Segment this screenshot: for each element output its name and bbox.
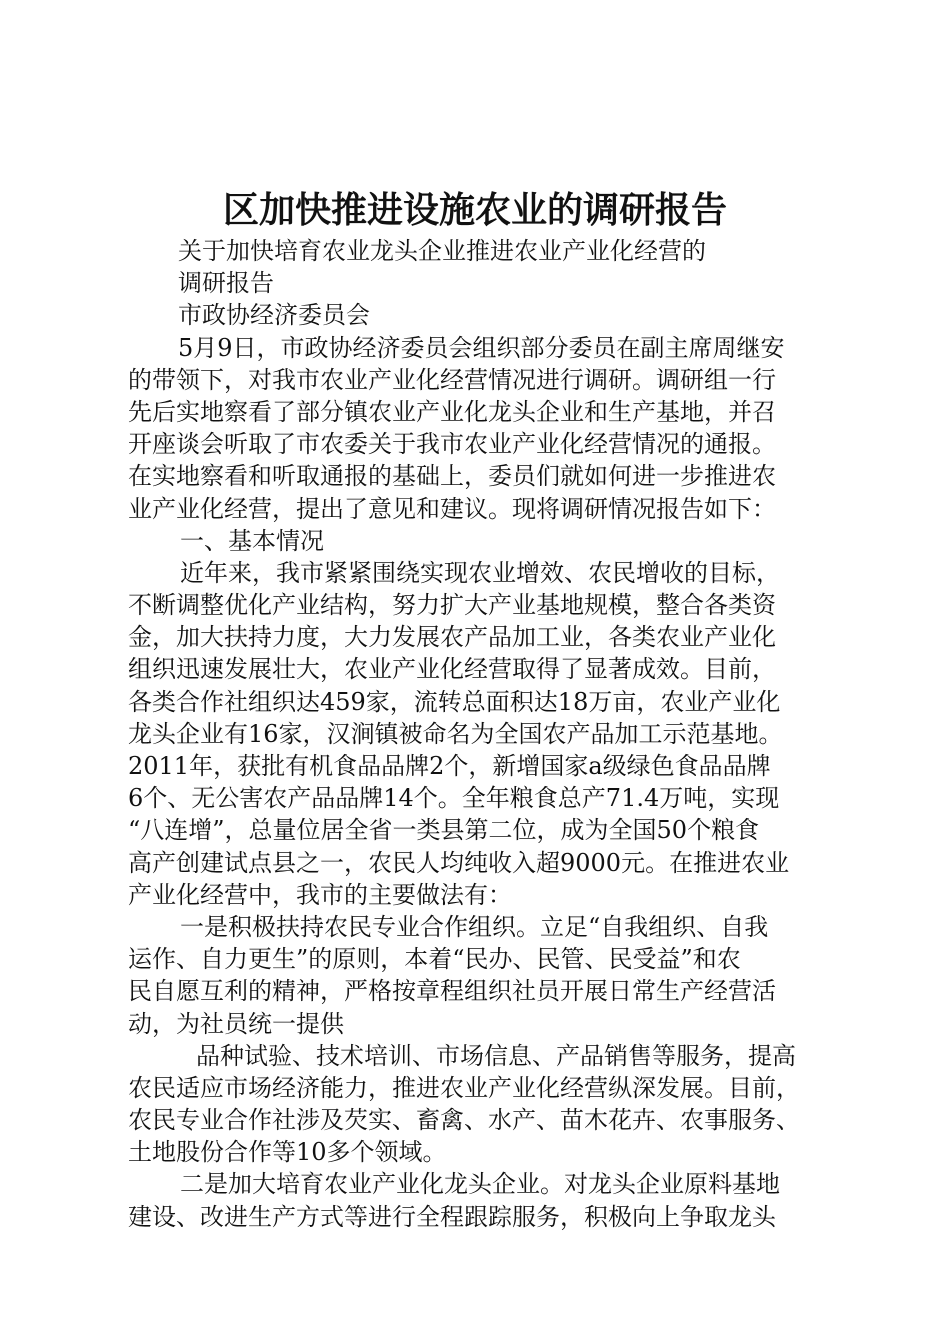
- paragraph-line: 农民专业合作社涉及芡实、畜禽、水产、苗木花卉、农事服务、: [128, 1106, 800, 1135]
- paragraph-line: 业产业化经营，提出了意见和建议。现将调研情况报告如下：: [128, 494, 776, 523]
- paragraph-line: 近年来，我市紧紧围绕实现农业增效、农民增收的目标，: [180, 558, 780, 587]
- paragraph-line: 一是积极扶持农民专业合作组织。立足“自我组织、自我: [180, 912, 769, 941]
- paragraph-line: 建设、改进生产方式等进行全程跟踪服务，积极向上争取龙头: [128, 1202, 776, 1231]
- paragraph-line: 农民适应市场经济能力，推进农业产业化经营纵深发展。目前，: [128, 1073, 800, 1102]
- paragraph-line: 龙头企业有16家，汉涧镇被命名为全国农产品加工示范基地。: [128, 719, 783, 748]
- paragraph-line: 不断调整优化产业结构，努力扩大产业基地规模，整合各类资: [128, 591, 776, 620]
- document-title: 区加快推进设施农业的调研报告: [222, 189, 727, 231]
- paragraph-line: “八连增”，总量位居全省一类县第二位，成为全国50个粮食: [128, 816, 760, 845]
- subtitle-line-2: 调研报告: [178, 269, 274, 298]
- paragraph-line: 在实地察看和听取通报的基础上，委员们就如何进一步推进农: [128, 462, 776, 491]
- paragraph-line: 金，加大扶持力度，大力发展农产品加工业，各类农业产业化: [128, 623, 776, 652]
- paragraph-line: 2011年，获批有机食品品牌2个，新增国家a级绿色食品品牌: [128, 752, 771, 780]
- paragraph-line: 开座谈会听取了市农委关于我市农业产业化经营情况的通报。: [128, 430, 776, 459]
- paragraph-line: 土地股份合作等10多个领域。: [128, 1138, 447, 1167]
- paragraph-line: 动，为社员统一提供: [128, 1009, 344, 1038]
- paragraph-line: 运作、自力更生”的原则，本着“民办、民管、民受益”和农: [128, 945, 741, 974]
- section-heading: 一、基本情况: [180, 526, 324, 555]
- paragraph-line: 民自愿互利的精神，严格按章程组织社员开展日常生产经营活: [128, 977, 776, 1006]
- paragraph-line: 组织迅速发展壮大，农业产业化经营取得了显著成效。目前，: [128, 655, 776, 684]
- paragraph-line: 产业化经营中，我市的主要做法有：: [128, 880, 512, 909]
- paragraph-line: 5月9日，市政协经济委员会组织部分委员在副主席周继安: [178, 333, 785, 362]
- subtitle-line-1: 关于加快培育农业龙头企业推进农业产业化经营的: [178, 237, 706, 265]
- paragraph-line: 6个、无公害农产品品牌14个。全年粮食总产71.4万吨，实现: [128, 784, 780, 813]
- paragraph-line: 的带领下，对我市农业产业化经营情况进行调研。调研组一行: [128, 365, 776, 394]
- paragraph-line: 各类合作社组织达459家，流转总面积达18万亩，农业产业化: [128, 687, 781, 716]
- document-body: [128, 235, 828, 1233]
- paragraph-line: 品种试验、技术培训、市场信息、产品销售等服务，提高: [196, 1041, 796, 1070]
- paragraph-line: 二是加大培育农业产业化龙头企业。对龙头企业原料基地: [180, 1170, 780, 1199]
- paragraph-line: 先后实地察看了部分镇农业产业化龙头企业和生产基地，并召: [128, 397, 776, 426]
- paragraph-line: 高产创建试点县之一，农民人均纯收入超9000元。在推进农业: [128, 848, 790, 877]
- author-line: 市政协经济委员会: [178, 301, 370, 330]
